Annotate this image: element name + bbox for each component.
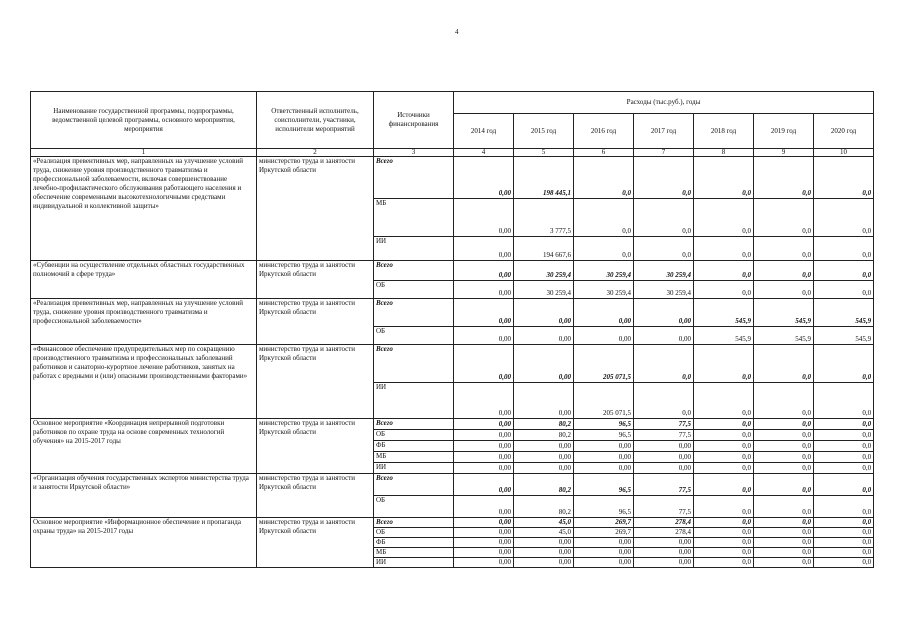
expense-value: 0,00 xyxy=(634,538,694,548)
column-index: 8 xyxy=(694,149,754,157)
expense-value: 205 071,5 xyxy=(574,383,634,419)
expense-value: 0,0 xyxy=(814,419,874,430)
expense-value: 0,00 xyxy=(574,548,634,558)
expense-value: 0,00 xyxy=(634,299,694,327)
expense-value: 80,2 xyxy=(514,430,574,441)
column-index: 7 xyxy=(634,149,694,157)
expense-value: 0,0 xyxy=(814,474,874,496)
expense-value: 0,0 xyxy=(694,463,754,474)
expense-value: 0,00 xyxy=(514,345,574,383)
table-row xyxy=(31,299,874,327)
expense-value: 30 259,4 xyxy=(574,281,634,299)
expense-value: 0,0 xyxy=(814,383,874,419)
expense-value: 0,00 xyxy=(454,496,514,518)
expense-value: 0,00 xyxy=(634,441,694,452)
executor: министерство труда и занятости Иркутской области xyxy=(257,261,374,299)
funding-source: ФБ xyxy=(374,538,454,548)
expense-value: 0,00 xyxy=(454,261,514,281)
expense-value: 0,0 xyxy=(754,474,814,496)
expense-value: 0,0 xyxy=(634,157,694,199)
expense-value: 0,00 xyxy=(454,474,514,496)
header-year: 2020 год xyxy=(814,114,874,149)
expense-value: 3 777,5 xyxy=(514,199,574,237)
expense-value: 545,9 xyxy=(754,299,814,327)
expense-value: 0,00 xyxy=(454,419,514,430)
expense-value: 545,9 xyxy=(754,327,814,345)
expense-value: 0,00 xyxy=(514,383,574,419)
funding-source: Всего xyxy=(374,157,454,199)
funding-source: Всего xyxy=(374,261,454,281)
expense-value: 0,0 xyxy=(694,383,754,419)
column-index: 1 xyxy=(31,149,257,157)
expense-value: 0,0 xyxy=(754,528,814,538)
expense-value: 30 259,4 xyxy=(634,281,694,299)
expense-value: 0,0 xyxy=(574,199,634,237)
expense-value: 0,0 xyxy=(814,199,874,237)
expense-value: 0,0 xyxy=(694,419,754,430)
header-expenses: Расходы (тыс.руб.), годы xyxy=(454,92,874,114)
expense-value: 205 071,5 xyxy=(574,345,634,383)
funding-source: ИИ xyxy=(374,237,454,261)
header-year: 2015 год xyxy=(514,114,574,149)
measure-name: «Финансовое обеспечение предупредительных мер по сокращению производственного травматизма и профессиональных заболеваний работников и санаторно-курортное лечение работников, занятых на работах с вредными и (или) опасными производственными факторами» xyxy=(31,345,257,419)
column-index: 6 xyxy=(574,149,634,157)
expense-value: 0,0 xyxy=(754,452,814,463)
expense-value: 0,00 xyxy=(454,518,514,528)
expense-value: 0,0 xyxy=(754,237,814,261)
executor: министерство труда и занятости Иркутской области xyxy=(257,299,374,345)
expense-value: 0,00 xyxy=(514,327,574,345)
expense-value: 80,2 xyxy=(514,496,574,518)
expense-value: 0,0 xyxy=(754,463,814,474)
expense-value: 0,0 xyxy=(814,496,874,518)
expense-value: 45,0 xyxy=(514,528,574,538)
expense-value: 0,0 xyxy=(814,452,874,463)
expense-value: 0,00 xyxy=(454,345,514,383)
expense-value: 0,00 xyxy=(574,299,634,327)
header-executor: Ответственный исполнитель, соисполнители, участники, исполнители мероприятий xyxy=(257,92,374,149)
expense-value: 0,00 xyxy=(574,558,634,568)
expense-value: 0,00 xyxy=(514,538,574,548)
expense-value: 0,0 xyxy=(634,237,694,261)
funding-source: ОБ xyxy=(374,430,454,441)
funding-source: ОБ xyxy=(374,281,454,299)
column-index: 2 xyxy=(257,149,374,157)
header-year: 2016 год xyxy=(574,114,634,149)
expense-value: 0,0 xyxy=(754,345,814,383)
table-row xyxy=(31,261,874,281)
measure-name: «Реализация превентивных мер, направленных на улучшение условий труда, снижение уровня производственного травматизма и профессиональной заболеваемости, включая совершенствование лечебно-профилактического обслуживания работающего населения и обеспечение современными высокотехнологичными средствами индивидуальной и коллективной защиты» xyxy=(31,157,257,261)
header-year: 2019 год xyxy=(754,114,814,149)
expense-value: 96,5 xyxy=(574,474,634,496)
funding-source: ИИ xyxy=(374,383,454,419)
expense-value: 0,0 xyxy=(754,419,814,430)
expense-value: 0,0 xyxy=(814,430,874,441)
expense-value: 0,0 xyxy=(754,518,814,528)
expense-value: 0,0 xyxy=(814,548,874,558)
expense-value: 0,0 xyxy=(814,237,874,261)
expense-value: 0,0 xyxy=(754,548,814,558)
expense-value: 0,0 xyxy=(814,518,874,528)
expense-value: 0,0 xyxy=(694,538,754,548)
column-index: 9 xyxy=(754,149,814,157)
expense-value: 0,0 xyxy=(754,383,814,419)
expense-value: 0,00 xyxy=(454,452,514,463)
expense-value: 30 259,4 xyxy=(514,261,574,281)
table-row xyxy=(31,518,874,528)
funding-source: Всего xyxy=(374,299,454,327)
expense-value: 0,0 xyxy=(814,528,874,538)
header-source: Источники финансирования xyxy=(374,92,454,149)
funding-source: ОБ xyxy=(374,327,454,345)
table-row xyxy=(31,345,874,383)
expense-value: 30 259,4 xyxy=(574,261,634,281)
expense-value: 0,0 xyxy=(694,157,754,199)
expense-value: 0,0 xyxy=(754,441,814,452)
expense-value: 269,7 xyxy=(574,528,634,538)
expense-value: 0,0 xyxy=(814,441,874,452)
funding-source: МБ xyxy=(374,199,454,237)
expense-value: 0,0 xyxy=(754,261,814,281)
expense-value: 0,0 xyxy=(694,345,754,383)
expense-value: 0,0 xyxy=(814,345,874,383)
expense-value: 0,0 xyxy=(754,430,814,441)
expense-value: 77,5 xyxy=(634,430,694,441)
column-index: 4 xyxy=(454,149,514,157)
expense-value: 0,00 xyxy=(574,452,634,463)
expense-value: 545,9 xyxy=(814,327,874,345)
expense-value: 45,0 xyxy=(514,518,574,528)
expense-value: 0,00 xyxy=(514,548,574,558)
table-row xyxy=(31,419,874,430)
table-row xyxy=(31,157,874,199)
measure-name: «Субвенции на осуществление отдельных областных государственных полномочий в сфере труда» xyxy=(31,261,257,299)
funding-source: ФБ xyxy=(374,441,454,452)
expense-value: 0,00 xyxy=(454,237,514,261)
expense-value: 0,00 xyxy=(514,558,574,568)
expense-value: 0,00 xyxy=(574,538,634,548)
expense-value: 0,00 xyxy=(454,441,514,452)
expense-value: 96,5 xyxy=(574,419,634,430)
expense-value: 0,00 xyxy=(454,463,514,474)
expense-value: 0,00 xyxy=(454,157,514,199)
funding-source: ИИ xyxy=(374,558,454,568)
funding-source: МБ xyxy=(374,452,454,463)
expense-value: 0,00 xyxy=(574,327,634,345)
expense-value: 0,00 xyxy=(454,299,514,327)
expense-value: 80,2 xyxy=(514,474,574,496)
budget-table xyxy=(30,91,874,568)
funding-source: ОБ xyxy=(374,496,454,518)
expense-value: 77,5 xyxy=(634,474,694,496)
measure-name: «Организация обучения государственных экспертов министерства труда и занятости Иркутской области» xyxy=(31,474,257,518)
expense-value: 278,4 xyxy=(634,528,694,538)
expense-value: 0,0 xyxy=(694,441,754,452)
expense-value: 77,5 xyxy=(634,496,694,518)
funding-source: ОБ xyxy=(374,528,454,538)
expense-value: 0,0 xyxy=(814,463,874,474)
expense-value: 77,5 xyxy=(634,419,694,430)
expense-value: 0,00 xyxy=(454,538,514,548)
funding-source: Всего xyxy=(374,419,454,430)
expense-value: 0,00 xyxy=(454,327,514,345)
expense-value: 0,00 xyxy=(514,463,574,474)
expense-value: 0,00 xyxy=(634,558,694,568)
expense-value: 0,00 xyxy=(574,463,634,474)
table-row xyxy=(31,474,874,496)
funding-source: Всего xyxy=(374,474,454,496)
expense-value: 0,00 xyxy=(514,441,574,452)
expense-value: 0,00 xyxy=(454,430,514,441)
expense-value: 0,0 xyxy=(754,558,814,568)
expense-value: 96,5 xyxy=(574,430,634,441)
expense-value: 0,0 xyxy=(754,496,814,518)
header-year: 2014 год xyxy=(454,114,514,149)
expense-value: 0,0 xyxy=(574,157,634,199)
expense-value: 194 667,6 xyxy=(514,237,574,261)
expense-value: 0,0 xyxy=(694,281,754,299)
expense-value: 0,00 xyxy=(454,199,514,237)
expense-value: 0,0 xyxy=(694,518,754,528)
expense-value: 0,0 xyxy=(694,558,754,568)
expense-value: 0,0 xyxy=(814,157,874,199)
expense-value: 0,00 xyxy=(634,327,694,345)
expense-value: 0,0 xyxy=(694,261,754,281)
column-index: 5 xyxy=(514,149,574,157)
measure-name: Основное мероприятие «Информационное обеспечение и пропаганда охраны труда» на 2015-2017 годы xyxy=(31,518,257,568)
funding-source: ИИ xyxy=(374,463,454,474)
expense-value: 0,00 xyxy=(454,281,514,299)
expense-value: 278,4 xyxy=(634,518,694,528)
expense-value: 545,9 xyxy=(694,299,754,327)
expense-value: 0,0 xyxy=(694,199,754,237)
expense-value: 30 259,4 xyxy=(514,281,574,299)
expense-value: 0,0 xyxy=(694,430,754,441)
expense-value: 198 445,1 xyxy=(514,157,574,199)
expense-value: 0,0 xyxy=(754,199,814,237)
expense-value: 0,0 xyxy=(694,452,754,463)
executor: министерство труда и занятости Иркутской области xyxy=(257,474,374,518)
expense-value: 0,00 xyxy=(634,548,694,558)
executor: министерство труда и занятости Иркутской области xyxy=(257,157,374,261)
expense-value: 0,0 xyxy=(814,538,874,548)
column-index: 10 xyxy=(814,149,874,157)
expense-value: 0,00 xyxy=(454,383,514,419)
expense-value: 0,0 xyxy=(754,157,814,199)
funding-source: МБ xyxy=(374,548,454,558)
expense-value: 0,0 xyxy=(634,383,694,419)
expense-value: 0,0 xyxy=(574,237,634,261)
executor: министерство труда и занятости Иркутской области xyxy=(257,345,374,419)
expense-value: 0,0 xyxy=(634,199,694,237)
expense-value: 0,00 xyxy=(454,528,514,538)
expense-value: 0,0 xyxy=(814,281,874,299)
expense-value: 30 259,4 xyxy=(634,261,694,281)
expense-value: 0,00 xyxy=(514,452,574,463)
column-index: 3 xyxy=(374,149,454,157)
header-year: 2017 год xyxy=(634,114,694,149)
expense-value: 0,00 xyxy=(514,299,574,327)
funding-source: Всего xyxy=(374,345,454,383)
expense-value: 0,0 xyxy=(694,528,754,538)
header-year: 2018 год xyxy=(694,114,754,149)
expense-value: 0,0 xyxy=(694,474,754,496)
expense-value: 0,00 xyxy=(634,463,694,474)
expense-value: 0,0 xyxy=(694,496,754,518)
expense-value: 0,00 xyxy=(574,441,634,452)
measure-name: Основное мероприятие «Координация непрерывной подготовки работников по охране труда на основе современных технологий обучения» на 2015-2017 годы xyxy=(31,419,257,474)
header-name: Наименование государственной программы, подпрограммы, ведомственной целевой программы, основного мероприятия, мероприятия xyxy=(31,92,257,149)
expense-value: 0,00 xyxy=(634,452,694,463)
expense-value: 545,9 xyxy=(694,327,754,345)
expense-value: 545,9 xyxy=(814,299,874,327)
expense-value: 0,0 xyxy=(694,237,754,261)
expense-value: 0,00 xyxy=(454,558,514,568)
page-number: 4 xyxy=(455,28,459,36)
funding-source: Всего xyxy=(374,518,454,528)
expense-value: 0,0 xyxy=(634,345,694,383)
expense-value: 96,5 xyxy=(574,496,634,518)
executor: министерство труда и занятости Иркутской области xyxy=(257,518,374,568)
expense-value: 269,7 xyxy=(574,518,634,528)
measure-name: «Реализация превентивных мер, направленных на улучшение условий труда, снижение уровня производственного травматизма и профессиональной заболеваемости» xyxy=(31,299,257,345)
expense-value: 0,0 xyxy=(754,281,814,299)
expense-value: 0,0 xyxy=(814,558,874,568)
expense-value: 0,0 xyxy=(814,261,874,281)
executor: министерство труда и занятости Иркутской области xyxy=(257,419,374,474)
expense-value: 80,2 xyxy=(514,419,574,430)
expense-value: 0,0 xyxy=(754,538,814,548)
expense-value: 0,00 xyxy=(454,548,514,558)
expense-value: 0,0 xyxy=(694,548,754,558)
